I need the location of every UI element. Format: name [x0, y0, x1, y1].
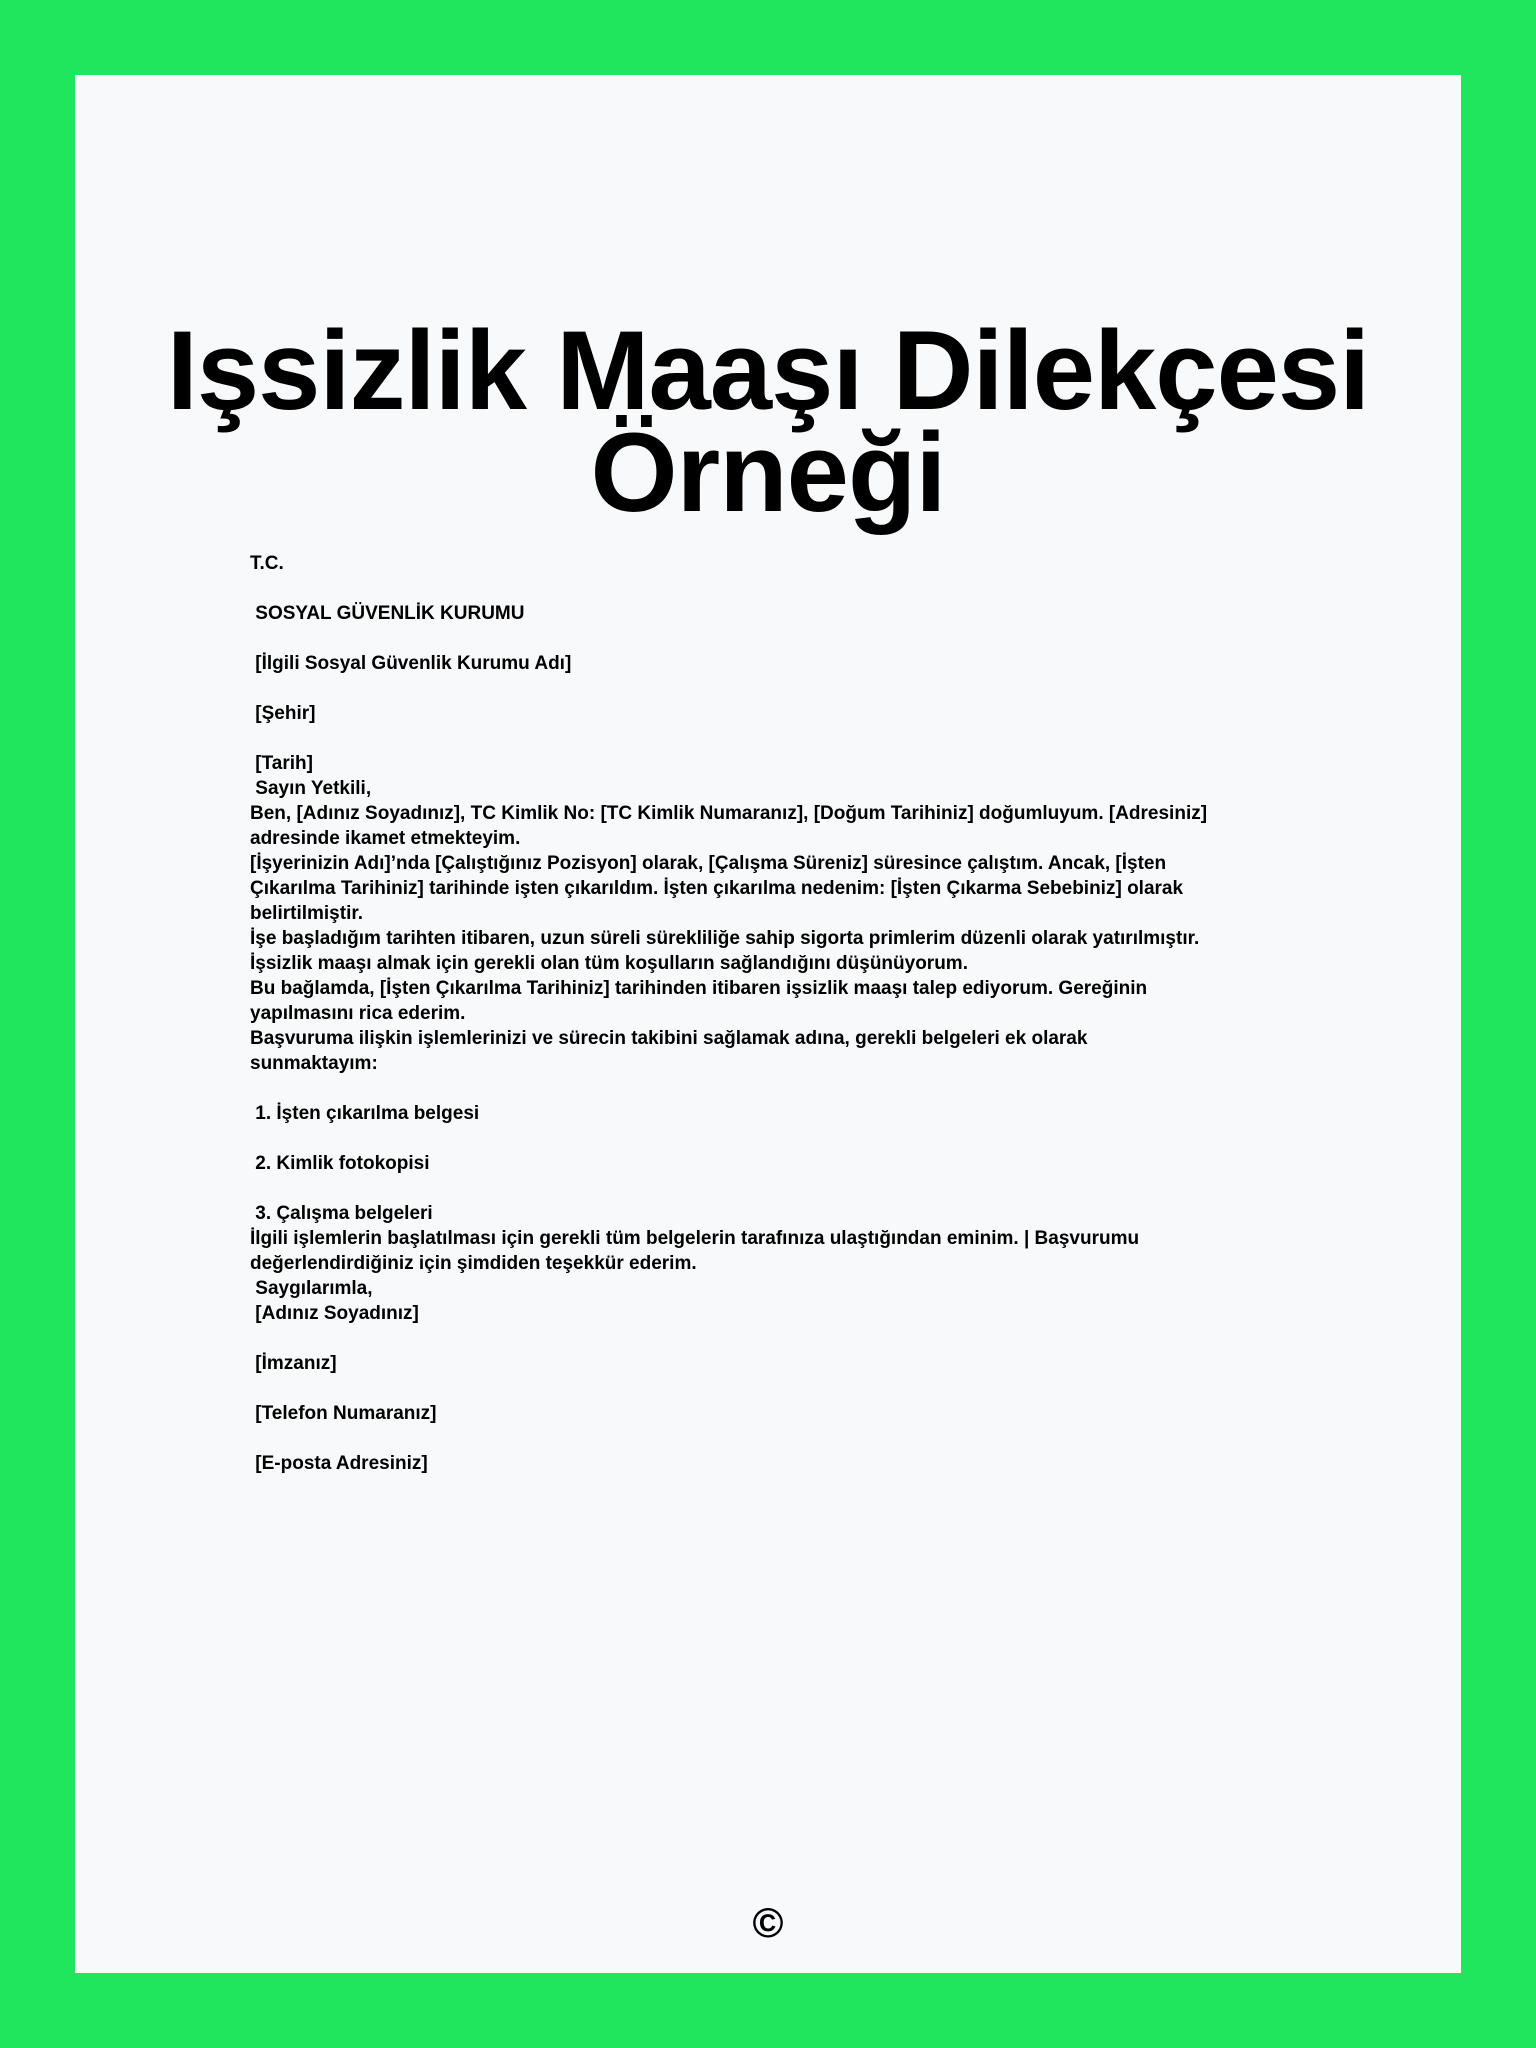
signer-signature: [İmzanız]	[250, 1353, 337, 1374]
attachment-item: 3. Çalışma belgeleri	[250, 1203, 433, 1224]
paragraph-6-line-1: İlgili işlemlerin başlatılması için gerekli tüm belgelerin tarafınıza ulaştığından eminim. | Başvurumu	[250, 1228, 1140, 1249]
paragraph-2-line-2: Çıkarılma Tarihiniz] tarihinde işten çıkarıldım. İşten çıkarılma nedenim: [İşten Çıkarma Sebebiniz] olarak	[250, 878, 1184, 899]
paragraph-6-line-2: değerlendirdiğiniz için şimdiden teşekkür ederim.	[250, 1253, 697, 1274]
paragraph-1-line-1: Ben, [Adınız Soyadınız], TC Kimlik No: [TC Kimlik Numaranız], [Doğum Tarihiniz] doğumluyum. [Adresiniz]	[250, 803, 1208, 824]
letter-closing: Saygılarımla,	[250, 1278, 373, 1299]
paragraph-3-line-2: İşsizlik maaşı almak için gerekli olan tüm koşulların sağlandığını düşünüyorum.	[250, 953, 968, 974]
title-line-1: Işsizlik Maaşı Dilekçesi	[166, 308, 1370, 433]
page-title	[75, 308, 1461, 535]
letter-salutation: Sayın Yetkili,	[250, 778, 372, 799]
title-line-2: Örneği	[590, 410, 946, 535]
copyright-icon: ©	[752, 1899, 784, 1946]
signer-email: [E-posta Adresiniz]	[250, 1453, 428, 1474]
spacer	[250, 726, 1350, 751]
paragraph-1-line-2: adresinde ikamet etmekteyim.	[250, 828, 521, 849]
attachment-item: 2. Kimlik fotokopisi	[250, 1153, 430, 1174]
letter-institution: SOSYAL GÜVENLİK KURUMU	[250, 603, 525, 624]
signer-name: [Adınız Soyadınız]	[250, 1303, 419, 1324]
paragraph-2-line-3: belirtilmiştir.	[250, 903, 363, 924]
petition-letter	[250, 551, 1350, 1476]
spacer	[250, 1326, 1350, 1351]
spacer	[250, 1126, 1350, 1151]
spacer	[250, 626, 1350, 651]
letter-institution-name: [İlgili Sosyal Güvenlik Kurumu Adı]	[250, 653, 572, 674]
paragraph-3-line-1: İşe başladığım tarihten itibaren, uzun süreli sürekliliğe sahip sigorta primlerim düzenli olarak yatırılmıştır.	[250, 928, 1200, 949]
paragraph-2-line-1: [İşyerinizin Adı]’nda [Çalıştığınız Pozisyon] olarak, [Çalışma Süreniz] süresince çalıştım. Ancak, [İşten	[250, 853, 1167, 874]
document-page	[75, 75, 1461, 1973]
spacer	[250, 676, 1350, 701]
paragraph-4-line-1: Bu bağlamda, [İşten Çıkarılma Tarihiniz] tarihinden itibaren işsizlik maaşı talep ediyorum. Gereğinin	[250, 978, 1148, 999]
attachment-item: 1. İşten çıkarılma belgesi	[250, 1103, 480, 1124]
spacer	[250, 1076, 1350, 1101]
letter-tc: T.C.	[250, 553, 284, 574]
spacer	[250, 576, 1350, 601]
spacer	[250, 1176, 1350, 1201]
letter-date: [Tarih]	[250, 753, 313, 774]
paragraph-5-line-2: sunmaktayım:	[250, 1053, 378, 1074]
letter-city: [Şehir]	[250, 703, 316, 724]
paragraph-5-line-1: Başvuruma ilişkin işlemlerinizi ve sürecin takibini sağlamak adına, gerekli belgeleri ek olarak	[250, 1028, 1088, 1049]
paragraph-4-line-2: yapılmasını rica ederim.	[250, 1003, 466, 1024]
spacer	[250, 1376, 1350, 1401]
signer-phone: [Telefon Numaranız]	[250, 1403, 437, 1424]
spacer	[250, 1426, 1350, 1451]
